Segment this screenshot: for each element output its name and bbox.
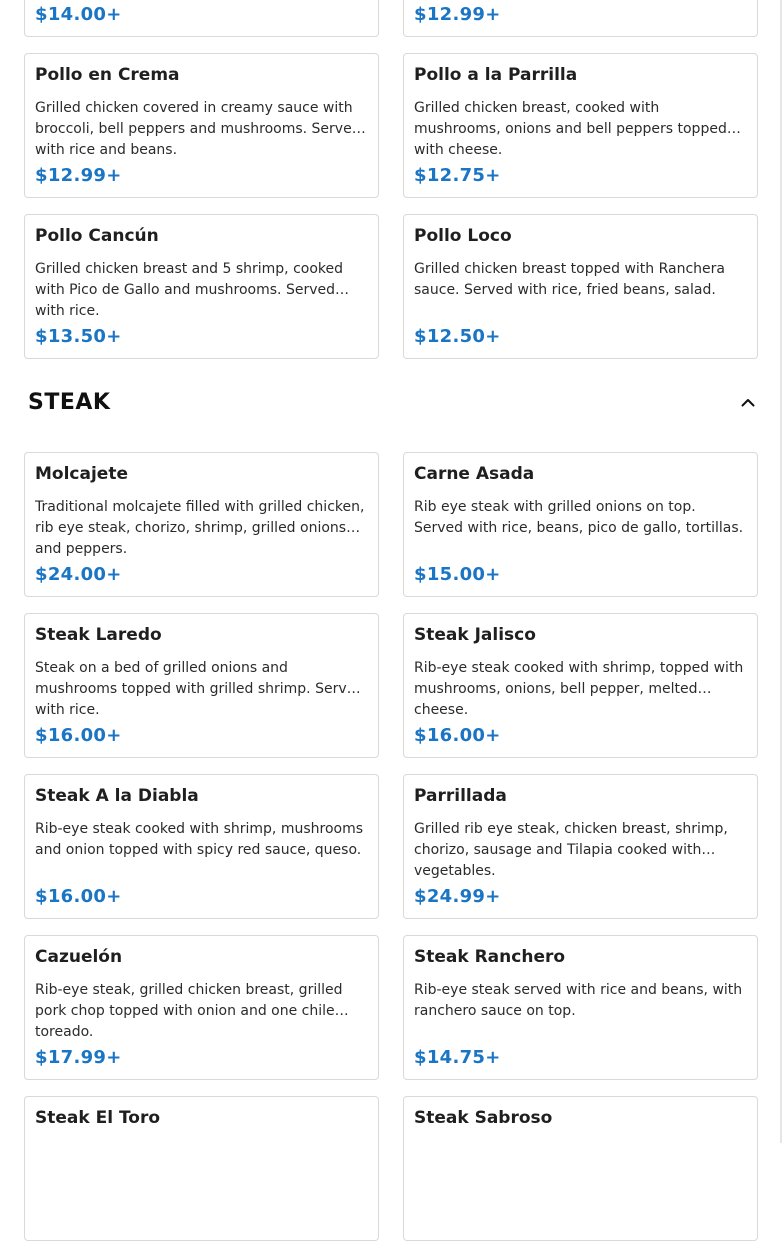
menu-item-description xyxy=(35,1141,368,1183)
menu-item-name: Steak El Toro xyxy=(35,1108,161,1128)
menu-item-description: Grilled rib eye steak, chicken breast, shrimp, chorizo, sausage and Tilapia cooked with vegetables. xyxy=(414,821,728,879)
menu-item-price: $12.99+ xyxy=(414,4,501,25)
menu-item-name: Pollo Loco xyxy=(414,226,512,246)
menu-item-price: $16.00+ xyxy=(414,725,501,746)
menu-item-card[interactable] xyxy=(403,613,758,758)
menu-item-price: $14.75+ xyxy=(414,1047,501,1068)
menu-item-price: $12.75+ xyxy=(414,165,501,186)
menu-item-card[interactable] xyxy=(24,935,379,1080)
menu-item-name: Pollo en Crema xyxy=(35,65,180,85)
menu-item-description: Rib-eye steak served with rice and beans, with ranchero sauce on top. xyxy=(414,982,743,1019)
menu-item-description xyxy=(414,1141,747,1183)
menu-item-card[interactable] xyxy=(403,1096,758,1241)
menu-item-card[interactable] xyxy=(24,774,379,919)
menu-item-description: Rib-eye steak cooked with shrimp, topped with mushrooms, onions, bell pepper, melted cheese. xyxy=(414,660,744,718)
menu-item-price: $14.00+ xyxy=(35,4,122,25)
menu-item-name: Pollo a la Parrilla xyxy=(414,65,578,85)
menu-item-description: Rib-eye steak cooked with shrimp, mushrooms and onion topped with spicy red sauce, queso. xyxy=(35,821,364,858)
menu-item-name: Steak Laredo xyxy=(35,625,162,645)
menu-item-price: $16.00+ xyxy=(35,725,122,746)
menu-item-card[interactable] xyxy=(403,0,758,37)
menu-item-description: Grilled chicken breast and 5 shrimp, cooked with Pico de Gallo and mushrooms. Served with rice. xyxy=(35,261,344,319)
menu-item-card[interactable] xyxy=(24,452,379,597)
menu-item-card[interactable] xyxy=(24,214,379,359)
menu-item-card[interactable] xyxy=(403,774,758,919)
menu-item-card[interactable] xyxy=(403,214,758,359)
steak-menu-grid xyxy=(24,452,758,1241)
menu-item-price: $24.00+ xyxy=(35,564,122,585)
menu-item-name: Steak A la Diabla xyxy=(35,786,199,806)
chevron-up-icon[interactable] xyxy=(738,392,758,412)
menu-item-description: Grilled chicken breast, cooked with mushrooms, onions and bell peppers topped with cheese. xyxy=(414,100,727,158)
menu-item-description: Grilled chicken covered in creamy sauce with broccoli, bell peppers and mushrooms. Served with rice and beans. xyxy=(35,100,361,158)
menu-item-name: Steak Ranchero xyxy=(414,947,566,967)
menu-item-card[interactable] xyxy=(403,452,758,597)
menu-item-card[interactable] xyxy=(403,53,758,198)
menu-item-price: $17.99+ xyxy=(35,1047,122,1068)
menu-item-name: Cazuelón xyxy=(35,947,123,967)
chicken-menu-grid xyxy=(24,0,758,359)
menu-item-name: Carne Asada xyxy=(414,464,535,484)
menu-item-name: Steak Jalisco xyxy=(414,625,536,645)
menu-item-description: Traditional molcajete filled with grilled chicken, rib eye steak, chorizo, shrimp, grilled onions and peppers. xyxy=(35,499,365,557)
menu-item-card[interactable] xyxy=(403,935,758,1080)
section-header-steak[interactable] xyxy=(24,380,758,424)
menu-item-price: $16.00+ xyxy=(35,886,122,907)
menu-item-price: $12.50+ xyxy=(414,326,501,347)
menu-item-name: Parrillada xyxy=(414,786,507,806)
menu-item-name: Steak Sabroso xyxy=(414,1108,553,1128)
menu-item-card[interactable] xyxy=(24,53,379,198)
menu-item-card[interactable] xyxy=(24,1096,379,1241)
menu-item-name: Molcajete xyxy=(35,464,128,484)
menu-item-name: Pollo Cancún xyxy=(35,226,159,246)
menu-item-description: Rib eye steak with grilled onions on top. Served with rice, beans, pico de gallo, tortillas. xyxy=(414,499,744,536)
menu-item-price: $13.50+ xyxy=(35,326,122,347)
menu-item-description: Grilled chicken breast topped with Ranchera sauce. Served with rice, fried beans, salad. xyxy=(414,261,726,298)
menu-item-description: Rib-eye steak, grilled chicken breast, grilled pork chop topped with onion and one chile toreado. xyxy=(35,982,343,1040)
section-title: STEAK xyxy=(28,389,111,415)
menu-item-card[interactable] xyxy=(24,0,379,37)
menu-item-price: $15.00+ xyxy=(414,564,501,585)
menu-item-price: $12.99+ xyxy=(35,165,122,186)
menu-item-price: $24.99+ xyxy=(414,886,501,907)
menu-item-description: Steak on a bed of grilled onions and mushrooms topped with grilled shrimp. Served with rice. xyxy=(35,660,365,718)
menu-item-card[interactable] xyxy=(24,613,379,758)
